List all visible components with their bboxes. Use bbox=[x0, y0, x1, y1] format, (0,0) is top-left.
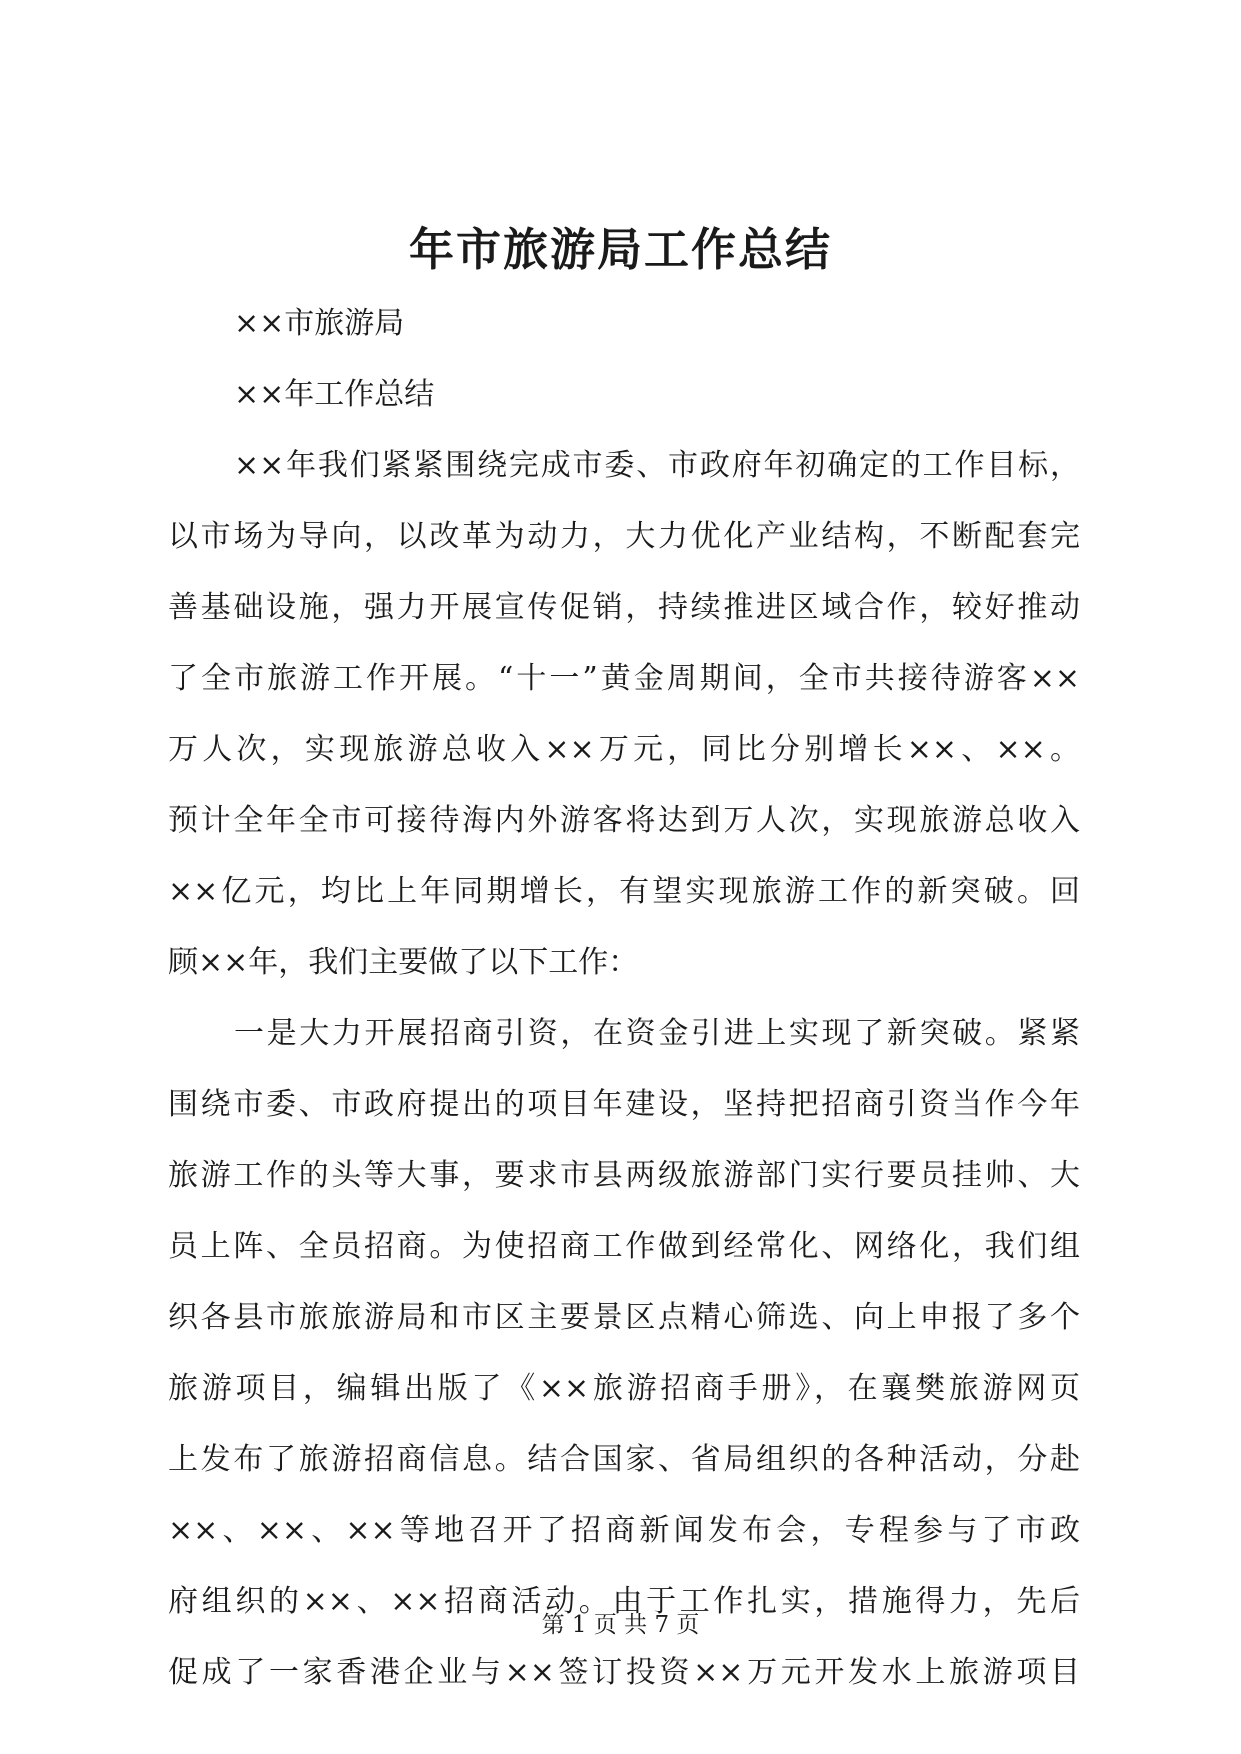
document-body bbox=[168, 288, 1080, 1708]
document-title: 年市旅游局工作总结 bbox=[408, 223, 832, 276]
text-line: 万人次，实现旅游总收入××万元，同比分别增长××、××。 bbox=[168, 732, 1080, 767]
text-line: ××市旅游局 bbox=[234, 306, 405, 341]
text-line: 一是大力开展招商引资，在资金引进上实现了新突破。紧紧 bbox=[234, 1016, 1080, 1051]
text-line: 善基础设施，强力开展宣传促销，持续推进区域合作，较好推动 bbox=[168, 590, 1080, 625]
text-line: 旅游项目，编辑出版了《××旅游招商手册》，在襄樊旅游网页 bbox=[168, 1371, 1080, 1406]
text-line: ××亿元，均比上年同期增长，有望实现旅游工作的新突破。回 bbox=[168, 874, 1080, 909]
text-line: 预计全年全市可接待海内外游客将达到万人次，实现旅游总收入 bbox=[168, 803, 1080, 838]
text-line: 员上阵、全员招商。为使招商工作做到经常化、网络化，我们组 bbox=[168, 1229, 1080, 1264]
text-line: 围绕市委、市政府提出的项目年建设，坚持把招商引资当作今年 bbox=[168, 1087, 1080, 1122]
text-line: 府组织的××、××招商活动。由于工作扎实，措施得力，先后 bbox=[168, 1584, 1080, 1619]
text-line: 上发布了旅游招商信息。结合国家、省局组织的各种活动，分赴 bbox=[168, 1442, 1080, 1477]
page-number: 第 1 页 共 7 页 bbox=[541, 1612, 700, 1638]
text-line: 织各县市旅旅游局和市区主要景区点精心筛选、向上申报了多个 bbox=[168, 1300, 1080, 1335]
text-line: 促成了一家香港企业与××签订投资××万元开发水上旅游项目 bbox=[168, 1655, 1080, 1690]
page-footer bbox=[0, 1610, 1241, 1640]
text-line: 以市场为导向，以改革为动力，大力优化产业结构，不断配套完 bbox=[168, 519, 1080, 554]
text-line: ××年工作总结 bbox=[234, 377, 435, 412]
text-line: ××年我们紧紧围绕完成市委、市政府年初确定的工作目标， bbox=[234, 448, 1080, 483]
text-line: 了全市旅游工作开展。“十一”黄金周期间，全市共接待游客×× bbox=[168, 661, 1080, 696]
text-line: ××、××、××等地召开了招商新闻发布会，专程参与了市政 bbox=[168, 1513, 1080, 1548]
text-line: 旅游工作的头等大事，要求市县两级旅游部门实行要员挂帅、大 bbox=[168, 1158, 1080, 1193]
text-line: 顾××年，我们主要做了以下工作： bbox=[168, 945, 639, 980]
